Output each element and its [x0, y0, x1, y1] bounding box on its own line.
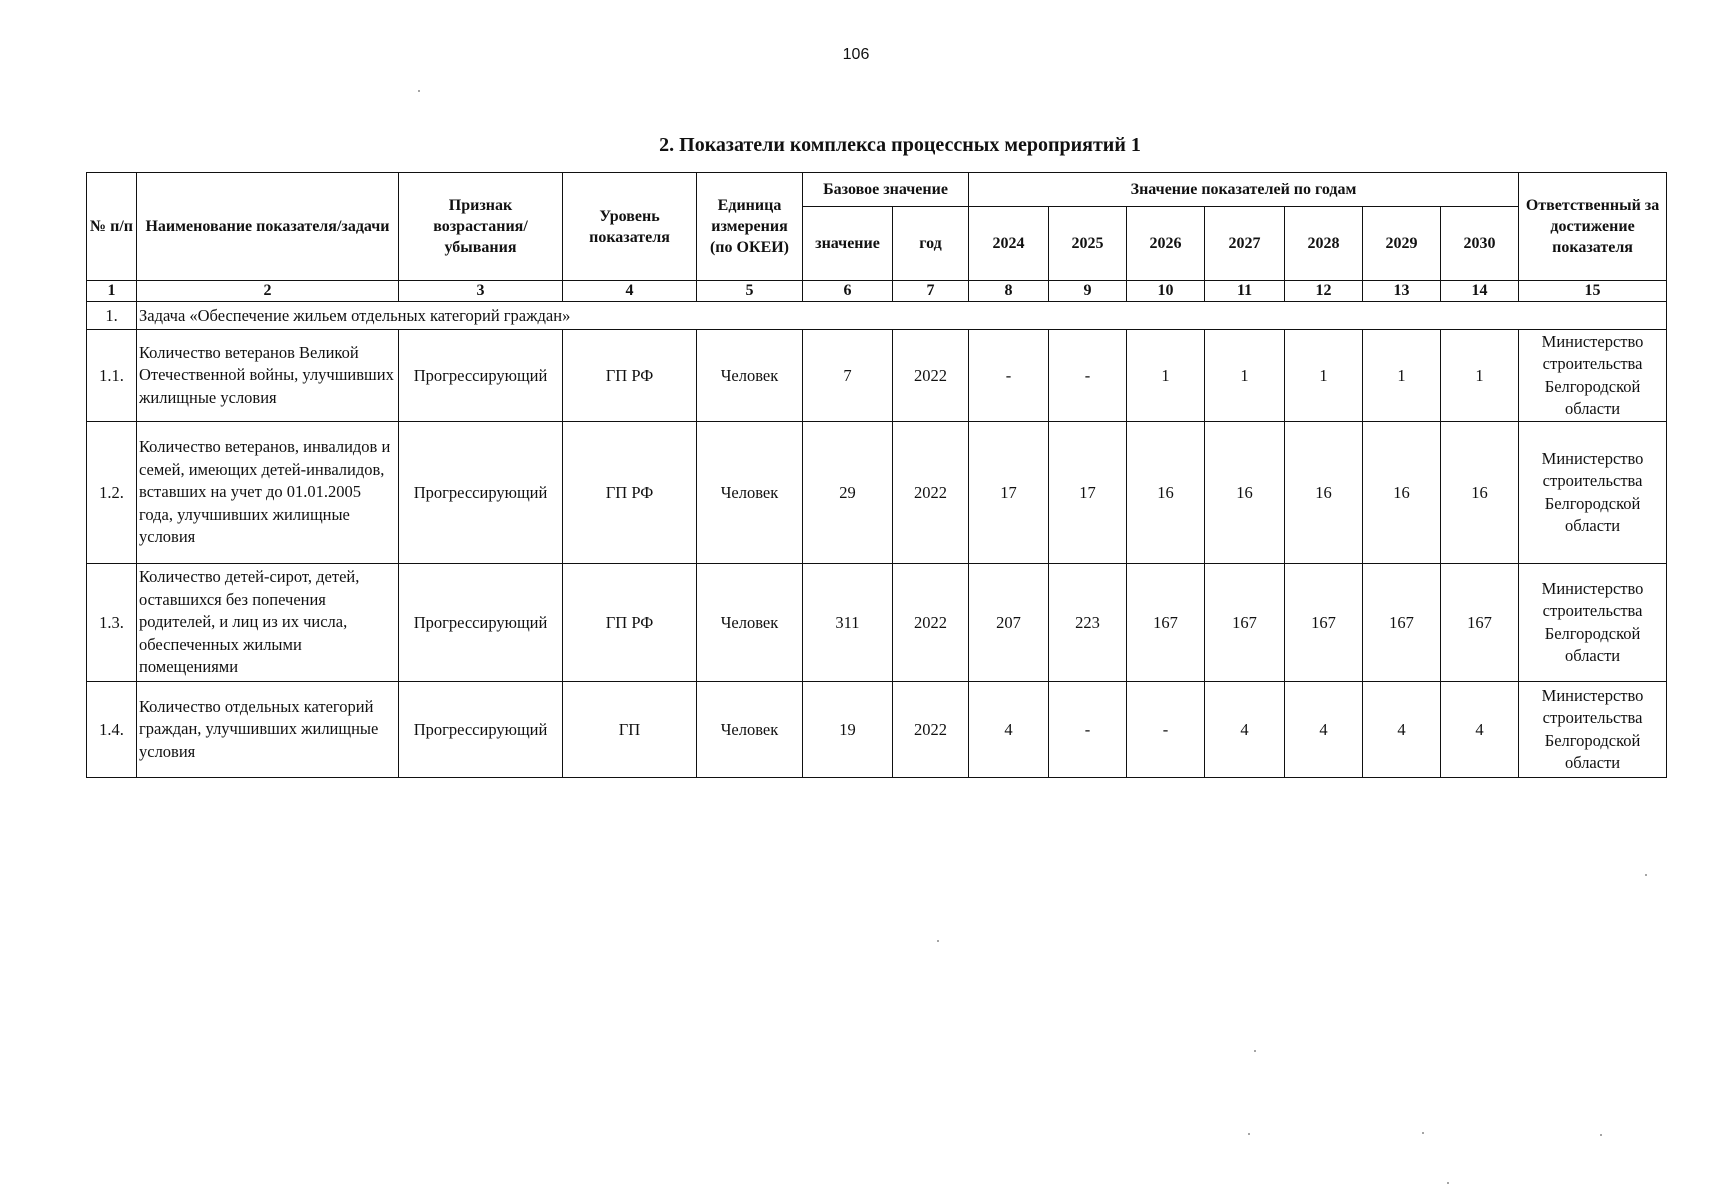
row-level: ГП РФ [563, 330, 697, 422]
header-unit: Единица измерения (по ОКЕИ) [697, 173, 803, 281]
row-unit: Человек [697, 330, 803, 422]
header-responsible: Ответственный за достижение показателя [1519, 173, 1667, 281]
row-sign: Прогрессирующий [399, 330, 563, 422]
scan-speck [1600, 1134, 1602, 1136]
scan-speck [1645, 874, 1647, 876]
row-value: 167 [1285, 564, 1363, 682]
column-number: 2 [137, 281, 399, 302]
row-unit: Человек [697, 682, 803, 778]
page-number: 106 [842, 46, 870, 63]
row-value: - [1127, 682, 1205, 778]
row-level: ГП РФ [563, 564, 697, 682]
column-number: 1 [87, 281, 137, 302]
row-value: 167 [1363, 564, 1441, 682]
row-num: 1.4. [87, 682, 137, 778]
column-numbers-row [87, 281, 1667, 302]
row-sign: Прогрессирующий [399, 564, 563, 682]
row-level: ГП РФ [563, 422, 697, 564]
header-year: 2030 [1441, 207, 1519, 281]
row-value: 207 [969, 564, 1049, 682]
row-name: Количество отдельных категорий граждан, улучшивших жилищные условия [137, 682, 399, 778]
header-year: 2027 [1205, 207, 1285, 281]
column-number: 11 [1205, 281, 1285, 302]
row-value: - [1049, 330, 1127, 422]
row-value: 4 [1363, 682, 1441, 778]
row-value: 16 [1363, 422, 1441, 564]
row-value: 1 [1363, 330, 1441, 422]
column-number: 4 [563, 281, 697, 302]
table-row [87, 682, 1667, 778]
row-name: Количество детей-сирот, детей, оставшихся без попечения родителей, и лиц из их числа, обеспеченных жилыми помещениями [137, 564, 399, 682]
column-number: 6 [803, 281, 893, 302]
header-base-group: Базовое значение [803, 173, 969, 207]
header-year: 2025 [1049, 207, 1127, 281]
task-row [87, 302, 1667, 330]
row-value: 167 [1205, 564, 1285, 682]
row-value: 16 [1205, 422, 1285, 564]
row-value: 1 [1127, 330, 1205, 422]
row-value: 4 [969, 682, 1049, 778]
header-year: 2026 [1127, 207, 1205, 281]
row-name: Количество ветеранов, инвалидов и семей, имеющих детей-инвалидов, вставших на учет до 01.01.2005 года, улучшивших жилищные условия [137, 422, 399, 564]
row-num: 1.1. [87, 330, 137, 422]
indicators-table [86, 172, 1667, 778]
scan-speck [937, 940, 939, 942]
column-number: 8 [969, 281, 1049, 302]
column-number: 14 [1441, 281, 1519, 302]
row-responsible: Министерство строительства Белгородской области [1519, 682, 1667, 778]
header-year: 2029 [1363, 207, 1441, 281]
row-value: 1 [1285, 330, 1363, 422]
row-value: 17 [1049, 422, 1127, 564]
row-base-year: 2022 [893, 682, 969, 778]
header-year: 2028 [1285, 207, 1363, 281]
column-number: 13 [1363, 281, 1441, 302]
row-value: - [1049, 682, 1127, 778]
header-name: Наименование показателя/задачи [137, 173, 399, 281]
row-value: 167 [1441, 564, 1519, 682]
row-num: 1.3. [87, 564, 137, 682]
column-number: 15 [1519, 281, 1667, 302]
row-value: - [969, 330, 1049, 422]
row-value: 17 [969, 422, 1049, 564]
scan-speck [1422, 1132, 1424, 1134]
header-level: Уровень показателя [563, 173, 697, 281]
row-responsible: Министерство строительства Белгородской области [1519, 564, 1667, 682]
row-value: 1 [1441, 330, 1519, 422]
row-base-value: 19 [803, 682, 893, 778]
header-year: 2024 [969, 207, 1049, 281]
column-number: 3 [399, 281, 563, 302]
row-value: 4 [1441, 682, 1519, 778]
row-value: 1 [1205, 330, 1285, 422]
row-base-value: 29 [803, 422, 893, 564]
row-base-year: 2022 [893, 422, 969, 564]
row-value: 16 [1441, 422, 1519, 564]
column-number: 5 [697, 281, 803, 302]
row-responsible: Министерство строительства Белгородской области [1519, 330, 1667, 422]
row-sign: Прогрессирующий [399, 422, 563, 564]
scan-speck [1447, 1182, 1449, 1184]
header-base-value: значение [803, 207, 893, 281]
task-text: Задача «Обеспечение жильем отдельных категорий граждан» [137, 302, 1667, 330]
row-unit: Человек [697, 422, 803, 564]
table-row [87, 422, 1667, 564]
row-level: ГП [563, 682, 697, 778]
scan-speck [1254, 1050, 1256, 1052]
row-value: 16 [1285, 422, 1363, 564]
table-row [87, 564, 1667, 682]
column-number: 9 [1049, 281, 1127, 302]
row-value: 223 [1049, 564, 1127, 682]
column-number: 7 [893, 281, 969, 302]
row-value: 16 [1127, 422, 1205, 564]
row-value: 167 [1127, 564, 1205, 682]
row-base-value: 7 [803, 330, 893, 422]
row-base-value: 311 [803, 564, 893, 682]
row-sign: Прогрессирующий [399, 682, 563, 778]
row-name: Количество ветеранов Великой Отечественной войны, улучшивших жилищные условия [137, 330, 399, 422]
document-title: 2. Показатели комплекса процессных мероприятий 1 [659, 134, 1141, 156]
row-num: 1.2. [87, 422, 137, 564]
task-num: 1. [87, 302, 137, 330]
table-row [87, 330, 1667, 422]
scan-speck [1248, 1133, 1250, 1135]
row-unit: Человек [697, 564, 803, 682]
header-num: № п/п [87, 173, 137, 281]
scan-speck [418, 90, 420, 92]
header-sign: Признак возрастания/ убывания [399, 173, 563, 281]
header-years-group: Значение показателей по годам [969, 173, 1519, 207]
column-number: 10 [1127, 281, 1205, 302]
column-number: 12 [1285, 281, 1363, 302]
row-base-year: 2022 [893, 330, 969, 422]
row-base-year: 2022 [893, 564, 969, 682]
row-value: 4 [1285, 682, 1363, 778]
row-responsible: Министерство строительства Белгородской области [1519, 422, 1667, 564]
header-base-year: год [893, 207, 969, 281]
row-value: 4 [1205, 682, 1285, 778]
